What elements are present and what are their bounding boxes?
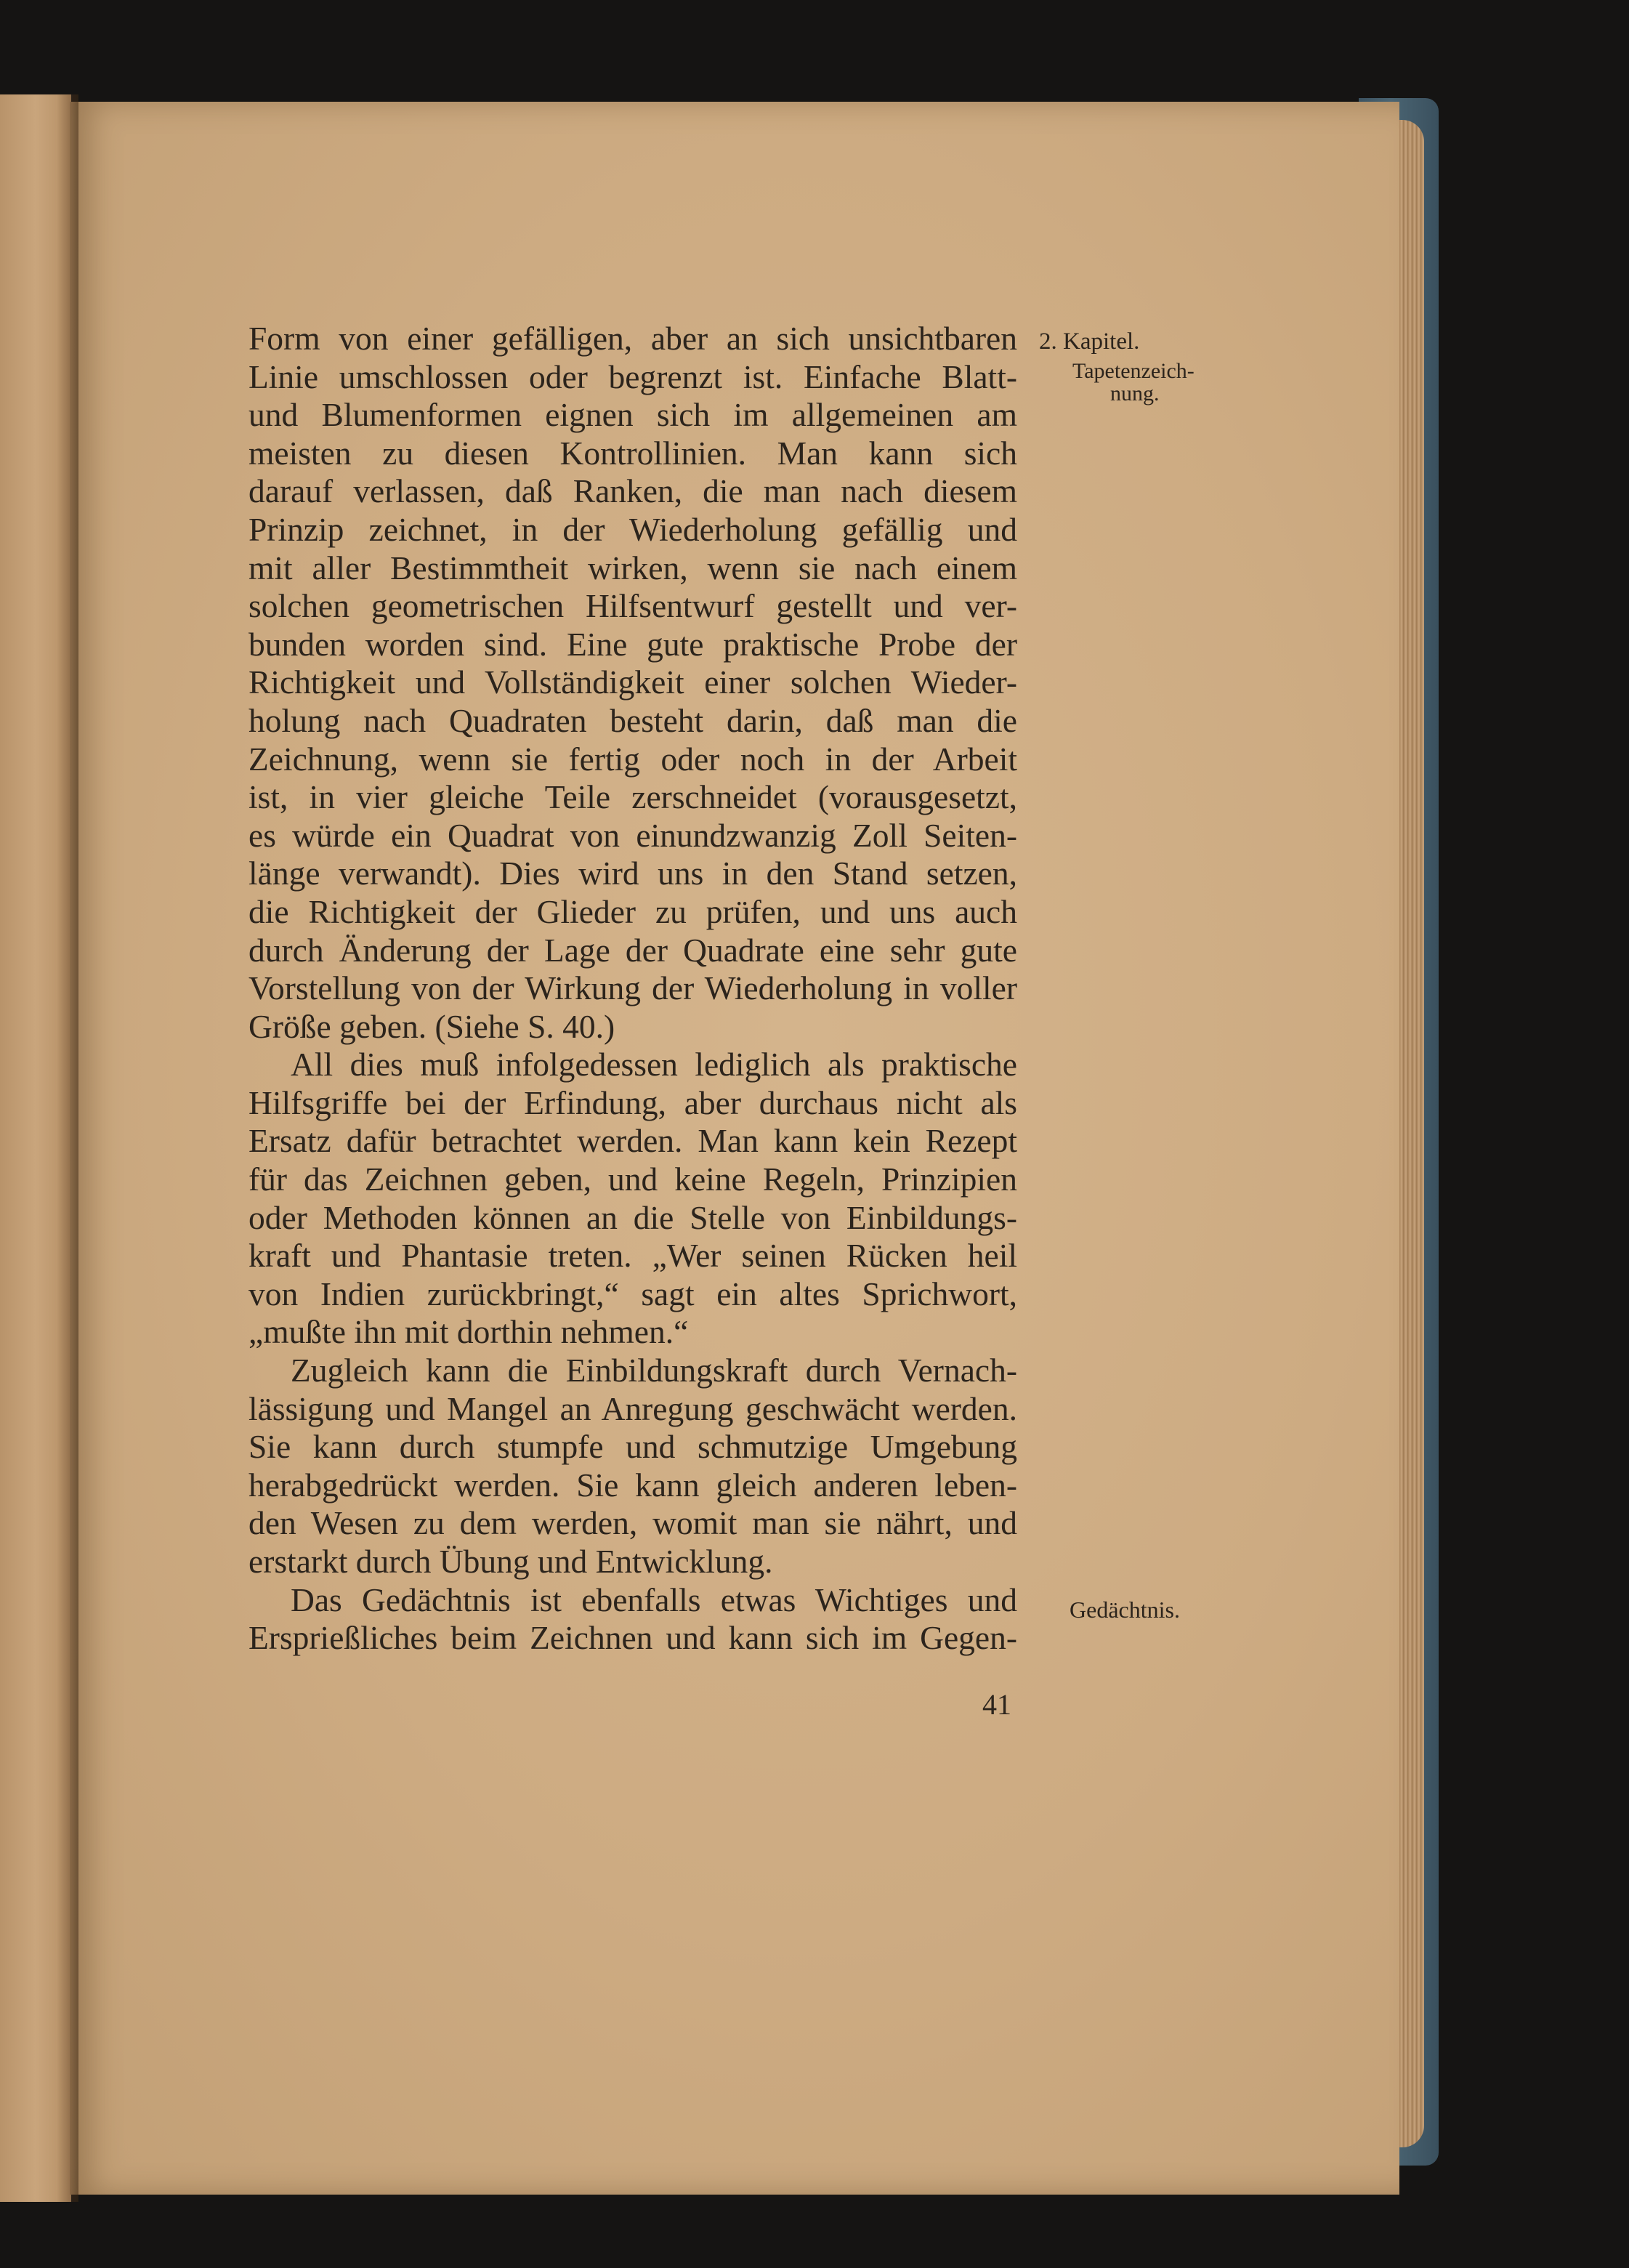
text-line: Form von einer gefälligen, aber an sich unsichtbaren [248,320,1017,357]
text-line: Größe geben. (Siehe S. 40.) [248,1007,615,1045]
text-line: Zugleich kann die Einbildungskraft durch Vernach- [291,1352,1017,1389]
text-line: oder Methoden können an die Stelle von Einbildungs- [248,1198,1017,1236]
text-line: Hilfsgriffe bei der Erfindung, aber durchaus nicht als [248,1083,1017,1121]
text-line: durch Änderung der Lage der Quadrate eine sehr gute [248,931,1017,969]
page-number: 41 [982,1688,1011,1721]
text-line: All dies muß infolgedessen lediglich als praktische [291,1046,1017,1083]
text-line: mit aller Bestimmtheit wirken, wenn sie nach einem [248,549,1017,586]
text-line: und Blumenformen eignen sich im allgemeinen am [248,396,1017,434]
text-line: holung nach Quadraten besteht darin, daß man die [248,701,1017,739]
text-line: die Richtigkeit der Glieder zu prüfen, und uns auch [248,892,1017,930]
text-line: erstarkt durch Übung und Entwicklung. [248,1543,773,1580]
margin-note-topic-line-2: nung. [1110,382,1160,405]
text-line: herabgedrückt werden. Sie kann gleich anderen leben- [248,1466,1017,1504]
text-line: länge verwandt). Dies wird uns in den Stand setzen, [248,855,1017,892]
text-line: lässigung und Mangel an Anregung geschwächt werden. [248,1389,1017,1427]
margin-note-topic-line-1: Tapetenzeich- [1072,359,1195,383]
text-line: darauf verlassen, daß Ranken, die man nach diesem [248,472,1017,510]
text-line: kraft und Phantasie treten. „Wer seinen Rücken heil [248,1237,1017,1275]
text-line: Sie kann durch stumpfe und schmutzige Umgebung [248,1428,1017,1466]
text-line: Ersprießliches beim Zeichnen und kann sich im Gegen- [248,1619,1017,1657]
text-line: es würde ein Quadrat von einundzwanzig Zoll Seiten- [248,816,1017,854]
text-line: Linie umschlossen oder begrenzt ist. Einfache Blatt- [248,358,1017,395]
text-line: Richtigkeit und Vollständigkeit einer solchen Wieder- [248,663,1017,701]
text-line: meisten zu diesen Kontrollinien. Man kann sich [248,434,1017,472]
margin-note-chapter: 2. Kapitel. [1039,328,1140,355]
book-gutter [57,94,78,2202]
text-line: Zeichnung, wenn sie fertig oder noch in der Arbeit [248,740,1017,778]
text-line: Ersatz dafür betrachtet werden. Man kann kein Rezept [248,1122,1017,1160]
text-line: ist, in vier gleiche Teile zerschneidet (vorausgesetzt, [248,778,1017,816]
body-text [248,320,1017,1658]
text-line: „mußte ihn mit dorthin nehmen.“ [248,1313,689,1351]
text-line: Vorstellung von der Wirkung der Wiederholung in voller [248,969,1017,1007]
text-line: den Wesen zu dem werden, womit man sie nährt, und [248,1504,1017,1542]
text-line: für das Zeichnen geben, und keine Regeln, Prinzipien [248,1161,1017,1198]
text-line: Prinzip zeichnet, in der Wiederholung gefällig und [248,510,1017,548]
text-line: bunden worden sind. Eine gute praktische Probe der [248,625,1017,663]
text-line: solchen geometrischen Hilfsentwurf gestellt und ver- [248,587,1017,625]
margin-note-memory: Gedächtnis. [1070,1597,1180,1623]
text-line: von Indien zurückbringt,“ sagt ein altes Sprichwort, [248,1275,1017,1312]
text-line: Das Gedächtnis ist ebenfalls etwas Wichtiges und [291,1581,1017,1618]
